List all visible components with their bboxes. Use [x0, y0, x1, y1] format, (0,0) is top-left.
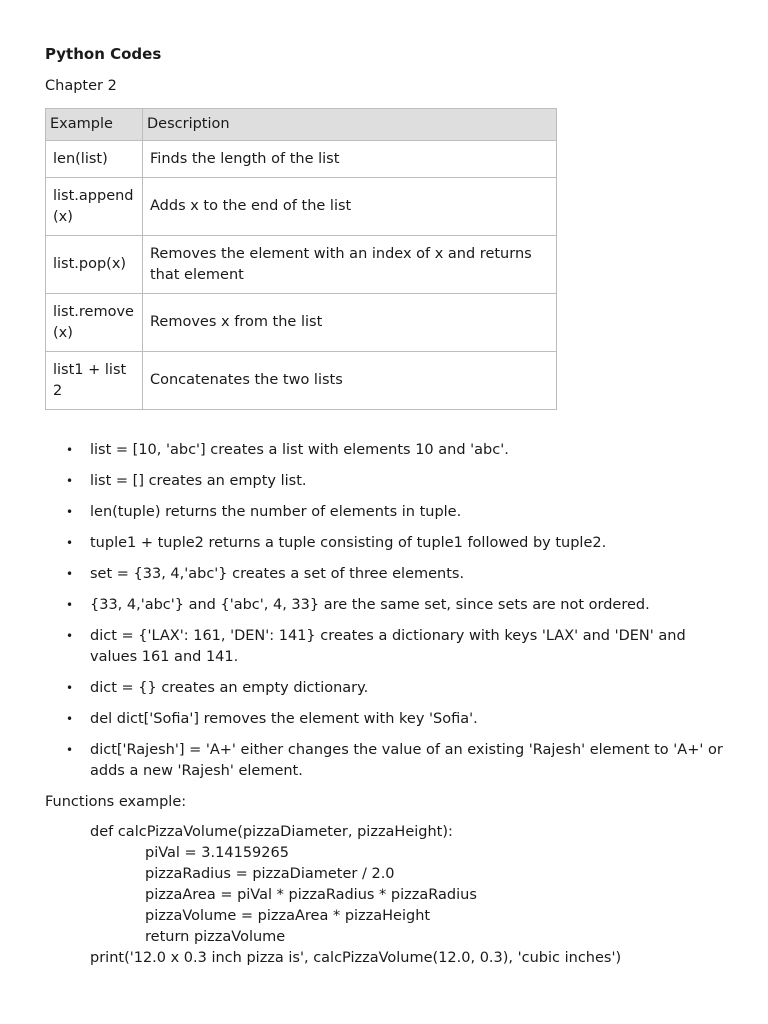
example-cell: list1 + list2: [46, 352, 143, 410]
code-block: [45, 822, 725, 969]
code-line: pizzaRadius = pizzaDiameter / 2.0: [145, 866, 395, 882]
list-item: • dict = {'LAX': 161, 'DEN': 141} creates a dictionary with keys 'LAX' and 'DEN' and values 161 and 141.: [45, 626, 730, 668]
example-cell: list.append(x): [46, 178, 143, 236]
table-row: [46, 141, 557, 178]
description-cell: Removes x from the list: [143, 294, 557, 352]
table-header-row: [46, 109, 557, 141]
description-cell: Concatenates the two lists: [143, 352, 557, 410]
example-cell: list.remove(x): [46, 294, 143, 352]
list-item: • len(tuple) returns the number of elements in tuple.: [45, 502, 730, 523]
doc-title: Python Codes: [45, 45, 162, 63]
description-cell: Adds x to the end of the list: [143, 178, 557, 236]
list-item: • set = {33, 4,'abc'} creates a set of three elements.: [45, 564, 730, 585]
list-item: • del dict['Sofia'] removes the element with key 'Sofia'.: [45, 709, 730, 730]
code-line: pizzaArea = piVal * pizzaRadius * pizzaRadius: [145, 887, 477, 903]
example-cell: list.pop(x): [46, 236, 143, 294]
description-cell: Removes the element with an index of x and returns that element: [143, 236, 557, 294]
code-line: pizzaVolume = pizzaArea * pizzaHeight: [145, 908, 431, 924]
list-item: • list = [10, 'abc'] creates a list with elements 10 and 'abc'.: [45, 440, 730, 461]
header-description: Description: [143, 109, 557, 141]
header-example: Example: [46, 109, 143, 141]
code-line: return pizzaVolume: [145, 929, 286, 945]
chapter-heading: Chapter 2: [45, 78, 117, 94]
list-item: • dict = {} creates an empty dictionary.: [45, 678, 730, 699]
notes-list: [45, 440, 725, 782]
document-page: [45, 44, 725, 969]
code-line: def calcPizzaVolume(pizzaDiameter, pizzaHeight):: [90, 824, 453, 840]
list-item: • dict['Rajesh'] = 'A+' either changes the value of an existing 'Rajesh' element to 'A+' or adds a new 'Rajesh' element.: [45, 740, 730, 782]
table-row: [46, 236, 557, 294]
list-methods-table: [45, 108, 557, 410]
example-cell: len(list): [46, 141, 143, 178]
description-cell: Finds the length of the list: [143, 141, 557, 178]
list-item: • list = [] creates an empty list.: [45, 471, 730, 492]
table-row: [46, 178, 557, 236]
table-row: [46, 294, 557, 352]
code-line: piVal = 3.14159265: [145, 845, 289, 861]
table-row: [46, 352, 557, 410]
functions-label: Functions example:: [45, 794, 187, 810]
list-item: • tuple1 + tuple2 returns a tuple consisting of tuple1 followed by tuple2.: [45, 533, 730, 554]
list-item: • {33, 4,'abc'} and {'abc', 4, 33} are the same set, since sets are not ordered.: [45, 595, 730, 616]
code-line: print('12.0 x 0.3 inch pizza is', calcPizzaVolume(12.0, 0.3), 'cubic inches'): [90, 950, 622, 966]
